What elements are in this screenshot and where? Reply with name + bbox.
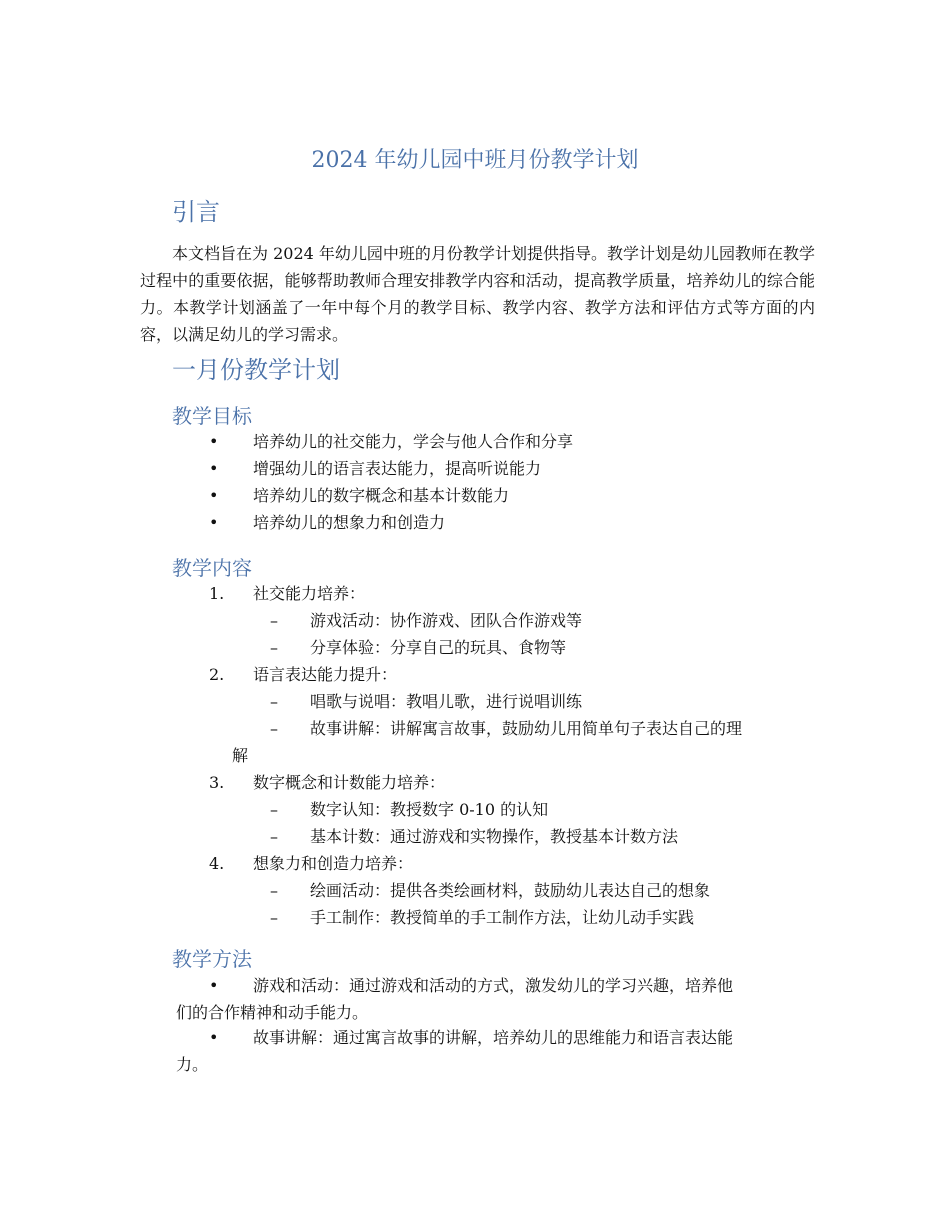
list-number: 2. [209, 665, 225, 684]
goal-item: 增强幼儿的语言表达能力，提高听说能力 [253, 459, 542, 478]
bullet-marker: • [209, 459, 219, 478]
content-sub-item: 绘画活动：提供各类绘画材料，鼓励幼儿表达自己的想象 [310, 881, 711, 900]
document-title: 2024 年幼儿园中班月份教学计划 [311, 148, 639, 173]
dash-marker: – [270, 800, 278, 819]
content-heading: 教学内容 [172, 556, 252, 580]
method-item-line: 故事讲解：通过寓言故事的讲解，培养幼儿的思维能力和语言表达能 [253, 1028, 734, 1047]
dash-marker: – [270, 611, 278, 630]
content-sub-item: 数字认知：教授数字 0-10 的认知 [310, 800, 549, 819]
goals-heading: 教学目标 [172, 404, 252, 428]
dash-marker: – [270, 638, 278, 657]
dash-marker: – [270, 692, 278, 711]
content-sub-item-wrap: 解 [232, 746, 249, 765]
content-sub-item: 唱歌与说唱：教唱儿歌，进行说唱训练 [310, 692, 583, 711]
list-number: 1. [209, 584, 225, 603]
method-item-line: 游戏和活动：通过游戏和活动的方式，激发幼儿的学习兴趣，培养他 [253, 976, 734, 995]
bullet-marker: • [209, 1028, 219, 1047]
dash-marker: – [270, 827, 278, 846]
method-item-line: 们的合作精神和动手能力。 [176, 1003, 369, 1022]
list-number: 4. [209, 854, 225, 873]
dash-marker: – [270, 719, 278, 738]
intro-paragraph: 本文档旨在为 2024 年幼儿园中班的月份教学计划提供指导。教学计划是幼儿园教师在教学过程中的重要依据，能够帮助教师合理安排教学内容和活动，提高教学质量，培养幼儿的综合能力。本教学计划涵盖了一年中每个月的教学目标、教学内容、教学方法和评估方式等方面的内容，以满足幼儿的学习需求。 [140, 244, 815, 344]
goal-item: 培养幼儿的想象力和创造力 [253, 513, 446, 532]
goal-item: 培养幼儿的数字概念和基本计数能力 [253, 486, 510, 505]
bullet-marker: • [209, 486, 219, 505]
content-sub-item: 分享体验：分享自己的玩具、食物等 [310, 638, 567, 657]
dash-marker: – [270, 881, 278, 900]
content-sub-item: 故事讲解：讲解寓言故事，鼓励幼儿用简单句子表达自己的理 [310, 719, 743, 738]
dash-marker: – [270, 908, 278, 927]
bullet-marker: • [209, 513, 219, 532]
content-sub-item: 基本计数：通过游戏和实物操作，教授基本计数方法 [310, 827, 679, 846]
intro-heading: 引言 [172, 198, 220, 226]
content-item-label: 想象力和创造力培养： [253, 854, 414, 873]
content-item-label: 社交能力培养： [253, 584, 366, 603]
bullet-marker: • [209, 432, 219, 451]
method-item-line: 力。 [176, 1055, 209, 1074]
goal-item: 培养幼儿的社交能力，学会与他人合作和分享 [253, 432, 574, 451]
content-item-label: 语言表达能力提升： [253, 665, 398, 684]
content-sub-item: 游戏活动：协作游戏、团队合作游戏等 [310, 611, 583, 630]
january-heading: 一月份教学计划 [172, 356, 340, 384]
bullet-marker: • [209, 976, 219, 995]
content-item-label: 数字概念和计数能力培养： [253, 773, 446, 792]
content-sub-item: 手工制作：教授简单的手工制作方法，让幼儿动手实践 [310, 908, 695, 927]
methods-heading: 教学方法 [172, 947, 252, 971]
list-number: 3. [209, 773, 225, 792]
